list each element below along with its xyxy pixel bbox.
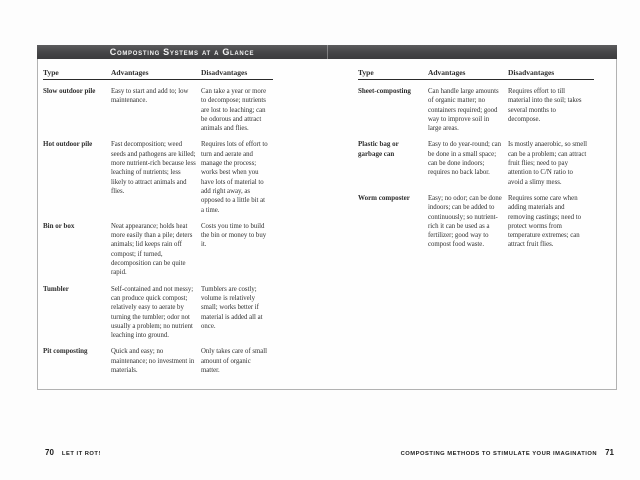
row-disadvantages: Only takes care of small amount of organic matter. xyxy=(201,348,268,375)
row-type: Hot outdoor pile xyxy=(43,140,93,149)
row-type: Tumbler xyxy=(43,284,69,293)
row-disadvantages: Costs you time to build the bin or money to buy it. xyxy=(201,222,267,249)
row-type: Bin or box xyxy=(43,221,75,230)
left-page xyxy=(38,59,327,389)
table-row xyxy=(358,140,594,186)
column-header-advantages: Advantages xyxy=(427,68,466,77)
page-title: Composting Systems at a Glance xyxy=(109,47,255,57)
row-disadvantages: Can take a year or more to decompose; nutrients are lost to leaching; can be odorous and attract animals and flies. xyxy=(201,88,267,133)
row-type: Worm composter xyxy=(357,193,410,202)
column-header-disadvantages: Disadvantages xyxy=(201,68,248,77)
right-footer-label: COMPOSTING METHODS TO STIMULATE YOUR IMAGINATION xyxy=(400,451,598,457)
left-page-number: 70 xyxy=(45,448,54,457)
table-row xyxy=(43,347,273,375)
column-header-advantages: Advantages xyxy=(111,68,149,77)
table-box xyxy=(37,45,617,390)
row-disadvantages: Is mostly anaerobic, so smell can be a problem; can attract fruit flies; need to pay attention to C/N ratio to avoid a slimy mess. xyxy=(507,141,588,186)
row-advantages: Fast decomposition; weed seeds and pathogens are killed; more nutrient-rich because less leaching of nutrients; less likely to attract animals and flies. xyxy=(111,141,196,195)
right-table-header-row xyxy=(358,68,594,80)
row-disadvantages: Requires effort to till material into the soil; takes several months to decompose. xyxy=(507,88,582,123)
table-row xyxy=(358,87,594,133)
right-page-number: 71 xyxy=(605,448,614,457)
column-header-type: Type xyxy=(357,68,374,77)
table-row xyxy=(43,140,273,214)
table-row xyxy=(358,194,594,250)
row-advantages: Easy to do year-round; can be done in a small space; can be done indoors; requires no back labor. xyxy=(427,141,502,177)
left-table xyxy=(43,68,273,375)
row-disadvantages: Tumblers are costly; volume is relatively small; works better if material is added all at once. xyxy=(201,285,263,330)
left-footer-label: LET IT ROT! xyxy=(61,451,101,457)
page-gutter-line xyxy=(327,45,328,59)
row-type: Pit composting xyxy=(43,347,88,356)
row-advantages: Can handle large amounts of organic matter; no containers required; good way to improve soil in large areas. xyxy=(427,88,499,133)
column-header-disadvantages: Disadvantages xyxy=(507,68,555,77)
row-advantages: Quick and easy; no maintenance; no investment in materials. xyxy=(111,348,195,375)
row-advantages: Easy; no odor; can be done indoors; can be added to continuously; so nutrient-rich it can be used as a fertilizer; good way to compost food waste. xyxy=(427,194,502,249)
row-disadvantages: Requires some care when adding materials and removing castings; need to protect worms from temperature extremes; can attract fruit flies. xyxy=(507,194,582,249)
row-type: Slow outdoor pile xyxy=(43,87,96,95)
row-advantages: Easy to start and add to; low maintenance. xyxy=(111,88,189,105)
left-table-header-row xyxy=(43,68,273,80)
table-row xyxy=(43,222,273,278)
page-spread xyxy=(38,59,616,389)
right-table xyxy=(358,68,594,250)
row-disadvantages: Requires lots of effort to turn and aerate and manage the process; works best when you have lots of material to add right away, as opposed to a little bit at a time. xyxy=(201,141,268,214)
left-page-footer xyxy=(45,448,101,457)
row-advantages: Self-contained and not messy; can produce quick compost; relatively easy to aerate by turning the tumbler; odor not usually a problem; no nutrient leaching into ground. xyxy=(111,285,194,340)
row-type: Plastic bag or garbage can xyxy=(357,140,399,158)
right-page-footer xyxy=(401,448,614,457)
row-advantages: Neat appearance; holds heat more easily than a pile; deters animals; lid keeps rain off compost; if turned, decomposition can be quite rapid. xyxy=(111,222,193,277)
column-header-type: Type xyxy=(43,68,59,77)
right-page xyxy=(327,59,616,389)
row-type: Sheet-composting xyxy=(357,87,411,95)
table-row xyxy=(43,285,273,341)
title-bar xyxy=(37,45,617,59)
table-row xyxy=(43,87,273,133)
